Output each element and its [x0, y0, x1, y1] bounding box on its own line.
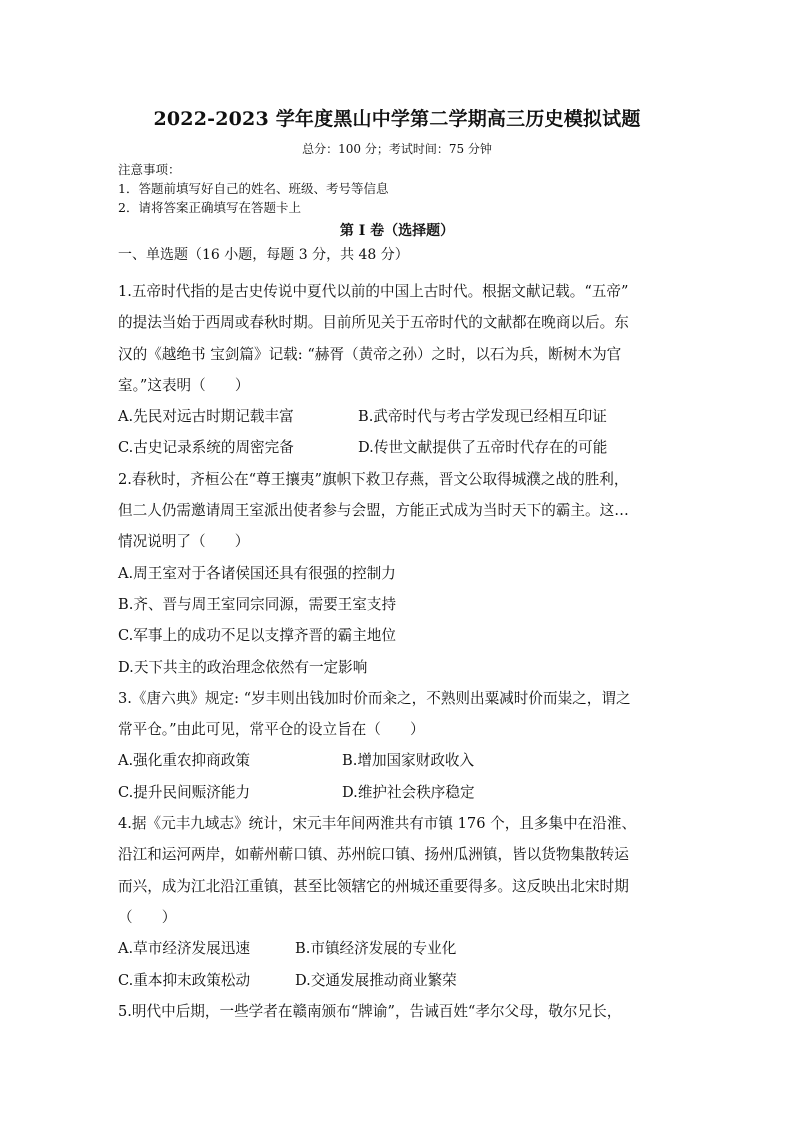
question-line: 1.五帝时代指的是古史传说中夏代以前的中国上古时代。根据文献记载。“五帝”: [118, 283, 629, 300]
question-5: [118, 996, 680, 1027]
option-b: B.齐、晋与周王室同宗同源，需要王室支持: [118, 595, 397, 613]
option-row: [118, 432, 680, 463]
exam-subtitle: 总分：100 分；考试时间：75 分钟: [302, 142, 492, 156]
question-line: 情况说明了（ ）: [118, 533, 250, 551]
option-b: B.增加国家财政收入: [342, 752, 475, 770]
question-1: [118, 276, 680, 464]
question-line: 的提法当始于西周或春秋时期。目前所见关于五帝时代的文献都在晚商以后。东: [118, 314, 629, 332]
option-c: C.提升民间赈济能力: [118, 783, 251, 801]
question-line: 沿江和运河两岸，如蕲州蕲口镇、苏州皖口镇、扬州瓜洲镇，皆以货物集散转运: [118, 846, 629, 864]
option-d: D.交通发展推动商业繁荣: [295, 971, 457, 989]
part-heading: 一、单选题（16 小题，每题 3 分，共 48 分）: [118, 247, 409, 263]
exam-title: 2022-2023 学年度黑山中学第二学期高三历史模拟试题: [153, 108, 641, 130]
option-a: A.强化重农抑商政策: [118, 752, 250, 770]
option-a: A.先民对远古时期记载丰富: [118, 408, 294, 426]
question-line: 3.《唐六典》规定: “岁丰则出钱加时价而籴之，不熟则出粟减时价而粜之，谓之: [118, 689, 631, 707]
question-3: [118, 683, 680, 808]
question-list: [118, 276, 680, 1027]
question-line: 常平仓。”由此可见，常平仓的设立旨在（ ）: [118, 721, 425, 739]
question-line: （ ）: [118, 908, 177, 926]
option-a: A.草市经济发展迅速: [118, 940, 250, 958]
option-d: D.维护社会秩序稳定: [342, 783, 475, 801]
option-row: [118, 777, 680, 808]
option-d: D.天下共主的政治理念依然有一定影响: [118, 658, 368, 676]
option-row: [118, 745, 680, 776]
option-b: B.市镇经济发展的专业化: [295, 940, 457, 958]
option-row: [118, 933, 680, 964]
notes-item: 2．请将答案正确填写在答题卡上: [118, 200, 301, 215]
option-d: D.传世文献提供了五帝时代存在的可能: [358, 439, 608, 457]
question-4: [118, 808, 680, 996]
notes-heading: 注意事项：: [118, 162, 181, 177]
question-line: 但二人仍需邀请周王室派出使者参与会盟，方能正式成为当时天下的霸主。这…: [118, 502, 629, 520]
question-line: 汉的《越绝书 宝剑篇》记载: “赫胥（黄帝之孙）之时，以石为兵，断树木为官: [118, 345, 622, 363]
question-line: 4.据《元丰九域志》统计，宋元丰年间两淮共有市镇 176 个，且多集中在沿淮、: [118, 815, 637, 833]
question-line: 室。”这表明（ ）: [118, 376, 250, 394]
notes-block: [118, 160, 388, 217]
option-row: [118, 401, 680, 432]
option-b: B.武帝时代与考古学发现已经相互印证: [358, 408, 607, 426]
question-line: 而兴，成为江北沿江重镇，甚至比领辖它的州城还重要得多。这反映出北宋时期: [118, 877, 629, 895]
question-line: 5.明代中后期，一些学者在赣南颁布“牌谕”，告诫百姓“孝尔父母，敬尔兄长，: [118, 1002, 622, 1020]
section-title: 第 I 卷（选择题）: [339, 223, 455, 239]
option-row: [118, 965, 680, 996]
option-a: A.周王室对于各诸侯国还具有很强的控制力: [118, 564, 396, 582]
question-2: [118, 464, 680, 683]
question-line: 2.春秋时，齐桓公在“尊王攘夷”旗帜下救卫存燕，晋文公取得城濮之战的胜利，: [118, 470, 629, 488]
option-c: C.古史记录系统的周密完备: [118, 439, 294, 457]
option-c: C.军事上的成功不足以支撑齐晋的霸主地位: [118, 627, 396, 645]
option-c: C.重本抑末政策松动: [118, 971, 251, 989]
notes-item: 1．答题前填写好自己的姓名、班级、考号等信息: [118, 181, 389, 196]
